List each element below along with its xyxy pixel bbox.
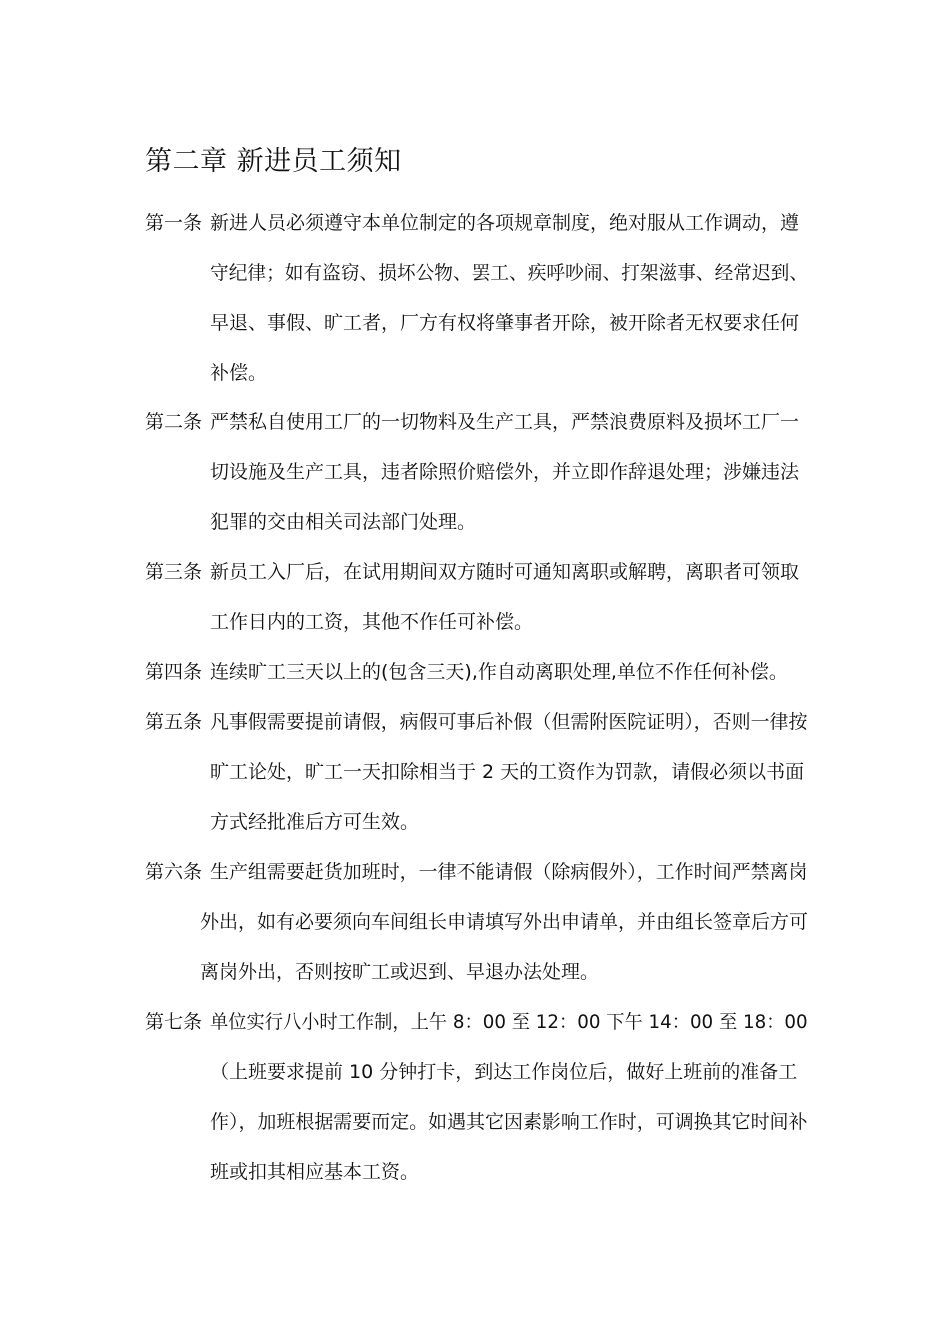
article-5-line-1: 凡事假需要提前请假，病假可事后补假（但需附医院证明），否则一律按 <box>210 711 808 733</box>
article-1-line-3: 早退、事假、旷工者，厂方有权将肇事者开除，被开除者无权要求任何 <box>210 312 800 334</box>
article-2-label: 第二条 <box>145 411 203 433</box>
article-7-line-2: （上班要求提前 10 分钟打卡，到达工作岗位后，做好上班前的准备工 <box>210 1061 798 1083</box>
article-6-line-1: 生产组需要赶货加班时，一律不能请假（除病假外），工作时间严禁离岗 <box>210 861 808 883</box>
article-3-line-1: 新员工入厂后，在试用期间双方随时可通知离职或解聘，离职者可领取 <box>210 561 800 583</box>
article-6-line-3: 离岗外出，否则按旷工或迟到、早退办法处理。 <box>200 961 600 983</box>
article-7-line-3: 作），加班根据需要而定。如遇其它因素影响工作时，可调换其它时间补 <box>210 1111 808 1133</box>
article-1-line-1: 新进人员必须遵守本单位制定的各项规章制度，绝对服从工作调动，遵 <box>210 212 800 234</box>
article-6-line-2: 外出，如有必要须向车间组长申请填写外出申请单，并由组长签章后方可 <box>200 911 809 933</box>
article-7-line-4: 班或扣其相应基本工资。 <box>210 1161 420 1183</box>
article-3-line-2: 工作日内的工资，其他不作任可补偿。 <box>210 611 534 633</box>
article-6-label: 第六条 <box>145 861 203 883</box>
chapter-title: 第二章 新进员工须知 <box>145 146 402 177</box>
article-1-line-4: 补偿。 <box>210 362 268 384</box>
article-2-line-2: 切设施及生产工具，违者除照价赔偿外，并立即作辞退处理；涉嫌违法 <box>210 461 800 483</box>
article-7-label: 第七条 <box>145 1011 203 1033</box>
article-7-line-1: 单位实行八小时工作制，上午 8：00 至 12：00 下午 14：00 至 18：00 <box>210 1011 808 1033</box>
article-5-line-2: 旷工论处，旷工一天扣除相当于 2 天的工资作为罚款，请假必须以书面 <box>210 761 805 783</box>
article-3-label: 第三条 <box>145 561 203 583</box>
article-2-line-3: 犯罪的交由相关司法部门处理。 <box>210 511 477 533</box>
article-1-line-2: 守纪律；如有盗窃、损坏公物、罢工、疾呼吵闹、打架滋事、经常迟到、 <box>210 262 809 284</box>
article-1-label: 第一条 <box>145 212 203 234</box>
article-4-label: 第四条 <box>145 661 203 683</box>
article-5-line-3: 方式经批准后方可生效。 <box>210 811 420 833</box>
article-4-line-1: 连续旷工三天以上的(包含三天),作自动离职处理,单位不作任何补偿。 <box>210 661 788 683</box>
article-5-label: 第五条 <box>145 711 203 733</box>
article-2-line-1: 严禁私自使用工厂的一切物料及生产工具，严禁浪费原料及损坏工厂一 <box>210 411 800 433</box>
